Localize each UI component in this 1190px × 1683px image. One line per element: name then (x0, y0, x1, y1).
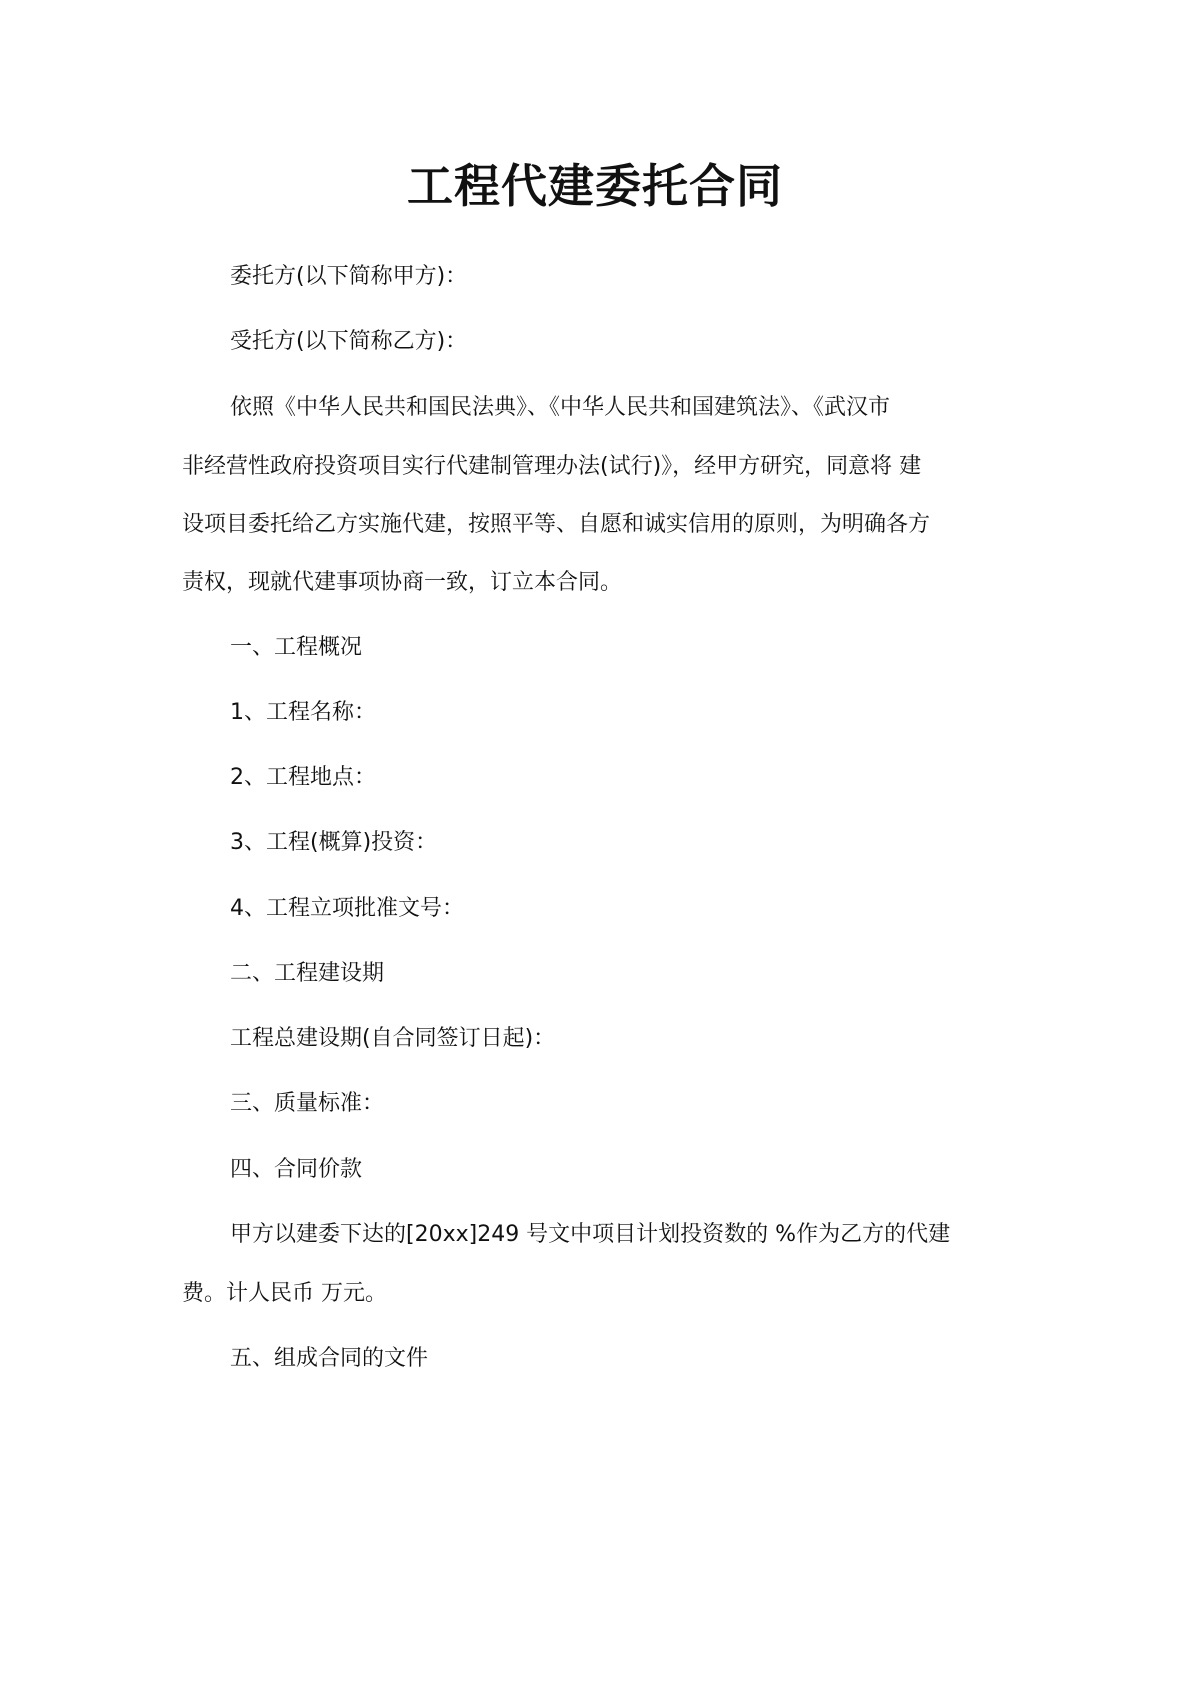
intro-paragraph-line-3: 设项目委托给乙方实施代建，按照平等、自愿和诚实信用的原则，为明确各方 (182, 512, 931, 537)
construction-period-line: 工程总建设期(自合同签订日起)： (230, 1026, 556, 1051)
document-title: 工程代建委托合同 (407, 159, 783, 213)
item-project-location: 2、工程地点： (230, 765, 376, 790)
intro-paragraph-line-2: 非经营性政府投资项目实行代建制管理办法(试行)》，经甲方研究，同意将 建 (182, 454, 922, 479)
section-heading-overview: 一、工程概况 (230, 635, 363, 660)
price-paragraph-line-1: 甲方以建委下达的[20xx]249 号文中项目计划投资数的 %作为乙方的代建 (230, 1222, 951, 1247)
item-project-name: 1、工程名称： (230, 700, 376, 725)
price-paragraph-line-2: 费。计人民币 万元。 (182, 1281, 387, 1306)
section-heading-construction-period: 二、工程建设期 (230, 961, 385, 986)
section-heading-quality: 三、质量标准： (230, 1091, 385, 1116)
party-a-line: 委托方(以下简称甲方)： (230, 264, 468, 289)
party-b-line: 受托方(以下简称乙方)： (230, 329, 468, 354)
intro-paragraph-line-1: 依照《中华人民共和国民法典》、《中华人民共和国建筑法》、《武汉市 (230, 395, 891, 420)
item-approval-number: 4、工程立项批准文号： (230, 896, 464, 921)
intro-paragraph-line-4: 责权，现就代建事项协商一致，订立本合同。 (182, 570, 623, 595)
section-heading-contract-documents: 五、组成合同的文件 (230, 1346, 429, 1371)
item-project-investment: 3、工程(概算)投资： (230, 830, 438, 855)
section-heading-price: 四、合同价款 (230, 1157, 363, 1182)
